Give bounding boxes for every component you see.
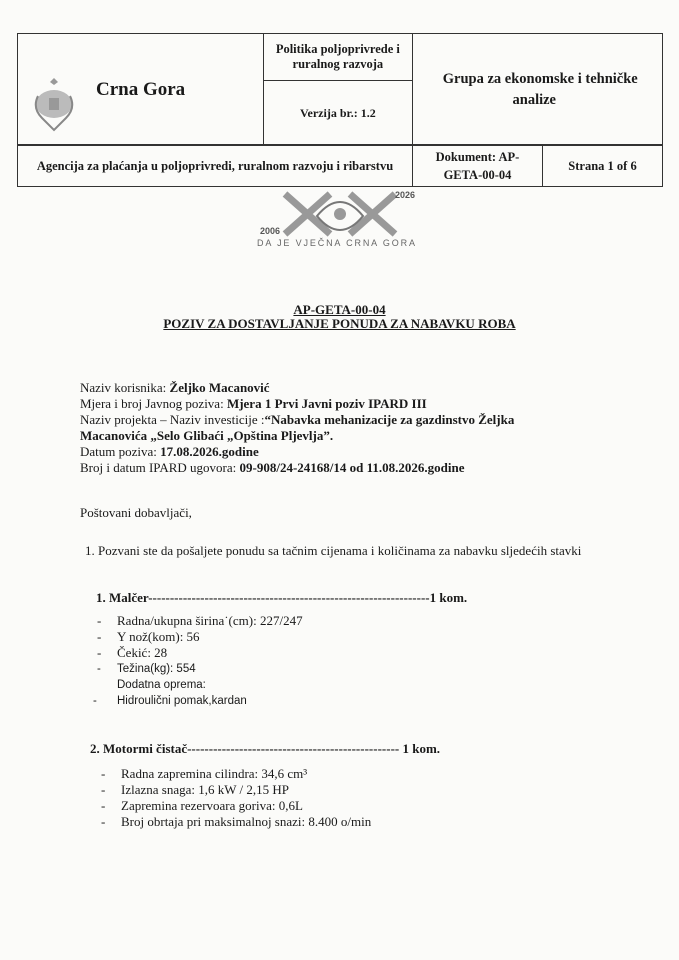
version-label: Verzija br.: 1.2 bbox=[299, 105, 376, 120]
item-1-extra-label: Dodatna oprema: bbox=[117, 679, 206, 691]
item-2-specs bbox=[101, 766, 371, 830]
greeting: Poštovani dobavljači, bbox=[80, 505, 192, 520]
agency-name: Agencija za plaćanja u poljoprivredi, ruralnom razvoju i ribarstvu bbox=[18, 145, 413, 187]
item-1-heading: 1. Malčer-----------------------------------------------------------------1 kom. bbox=[96, 590, 468, 605]
group-cell bbox=[412, 34, 662, 146]
item-1-spec: - Čekić: 28 bbox=[97, 645, 303, 661]
item-2-heading: 2. Motormi čistač------------------------------------------------- 1 kom. bbox=[90, 741, 441, 756]
item-1-spec: - Y nož(kom): 56 bbox=[97, 629, 303, 645]
date-label: Datum poziva: bbox=[80, 444, 161, 459]
country-name: Crna Gora bbox=[96, 78, 186, 100]
ministry-title: Politika poljoprivrede i ruralnog razvoja bbox=[264, 34, 411, 81]
header-row-2 bbox=[17, 144, 663, 187]
item-2-spec: - Radna zapremina cilindra: 34,6 cm³ bbox=[101, 766, 371, 782]
project-value-1: “Nabavka mehanizacije za gazdinstvo Željka bbox=[264, 412, 515, 427]
info-block bbox=[80, 380, 600, 476]
user-line bbox=[80, 380, 600, 396]
call-label: Mjera i broj Javnog poziva: bbox=[80, 396, 227, 411]
group-title: Grupa za ekonomske i tehničke analize bbox=[442, 70, 638, 108]
page-number: Strana 1 of 6 bbox=[543, 145, 663, 187]
intro-line: 1. Pozvani ste da pošaljete ponudu sa tačnim cijenama i količinama za nabavku sljedećih stavki bbox=[85, 543, 582, 558]
header-table bbox=[17, 33, 663, 146]
date-value: 17.08.2026.godine bbox=[160, 444, 259, 459]
project-line bbox=[80, 412, 600, 428]
item-1-specs bbox=[97, 613, 303, 677]
contract-line bbox=[80, 460, 600, 476]
document-heading: POZIV ZA DOSTAVLJANJE PONUDA ZA NABAVKU ROBA bbox=[163, 316, 516, 331]
project-label: Naziv projekta – Naziv investicije : bbox=[80, 412, 265, 427]
logo-slogan: DA JE VJEČNA CRNA GORA bbox=[257, 238, 415, 248]
header-country-cell bbox=[18, 34, 264, 146]
call-line bbox=[80, 396, 600, 412]
contract-value: 09-908/24-24168/14 od 11.08.2026.godine bbox=[239, 460, 465, 475]
anniversary-logo bbox=[255, 186, 425, 248]
user-label: Naziv korisnika: bbox=[80, 380, 170, 395]
item-1-extra-item: - Hidroulični pomak,kardan bbox=[93, 693, 247, 709]
date-line bbox=[80, 444, 600, 460]
item-2-spec: - Broj obrtaja pri maksimalnoj snazi: 8.400 o/min bbox=[101, 814, 371, 830]
user-value: Željko Macanović bbox=[169, 380, 270, 395]
project-value-2: Macanovića „Selo Glibaći „Opština Pljevlja”. bbox=[80, 428, 334, 443]
contract-label: Broj i datum IPARD ugovora: bbox=[80, 460, 240, 475]
header-middle-cell bbox=[264, 34, 412, 146]
item-2-spec: - Zapremina rezervoara goriva: 0,6L bbox=[101, 798, 371, 814]
logo-year-end: 2026 bbox=[395, 190, 416, 200]
logo-year-start: 2006 bbox=[260, 226, 281, 236]
document-code-title: AP-GETA-00-04 bbox=[293, 302, 386, 317]
coat-of-arms-icon bbox=[30, 74, 78, 134]
document-code: Dokument: AP-GETA-00-04 bbox=[413, 145, 543, 187]
item-1-extra bbox=[93, 693, 247, 709]
call-value: Mjera 1 Prvi Javni poziv IPARD III bbox=[226, 396, 427, 411]
item-1-spec: - Radna/ukupna širina˙(cm): 227/247 bbox=[97, 613, 303, 629]
item-1-spec: - Težina(kg): 554 bbox=[97, 661, 303, 677]
item-2-spec: - Izlazna snaga: 1,6 kW / 2,15 HP bbox=[101, 782, 371, 798]
